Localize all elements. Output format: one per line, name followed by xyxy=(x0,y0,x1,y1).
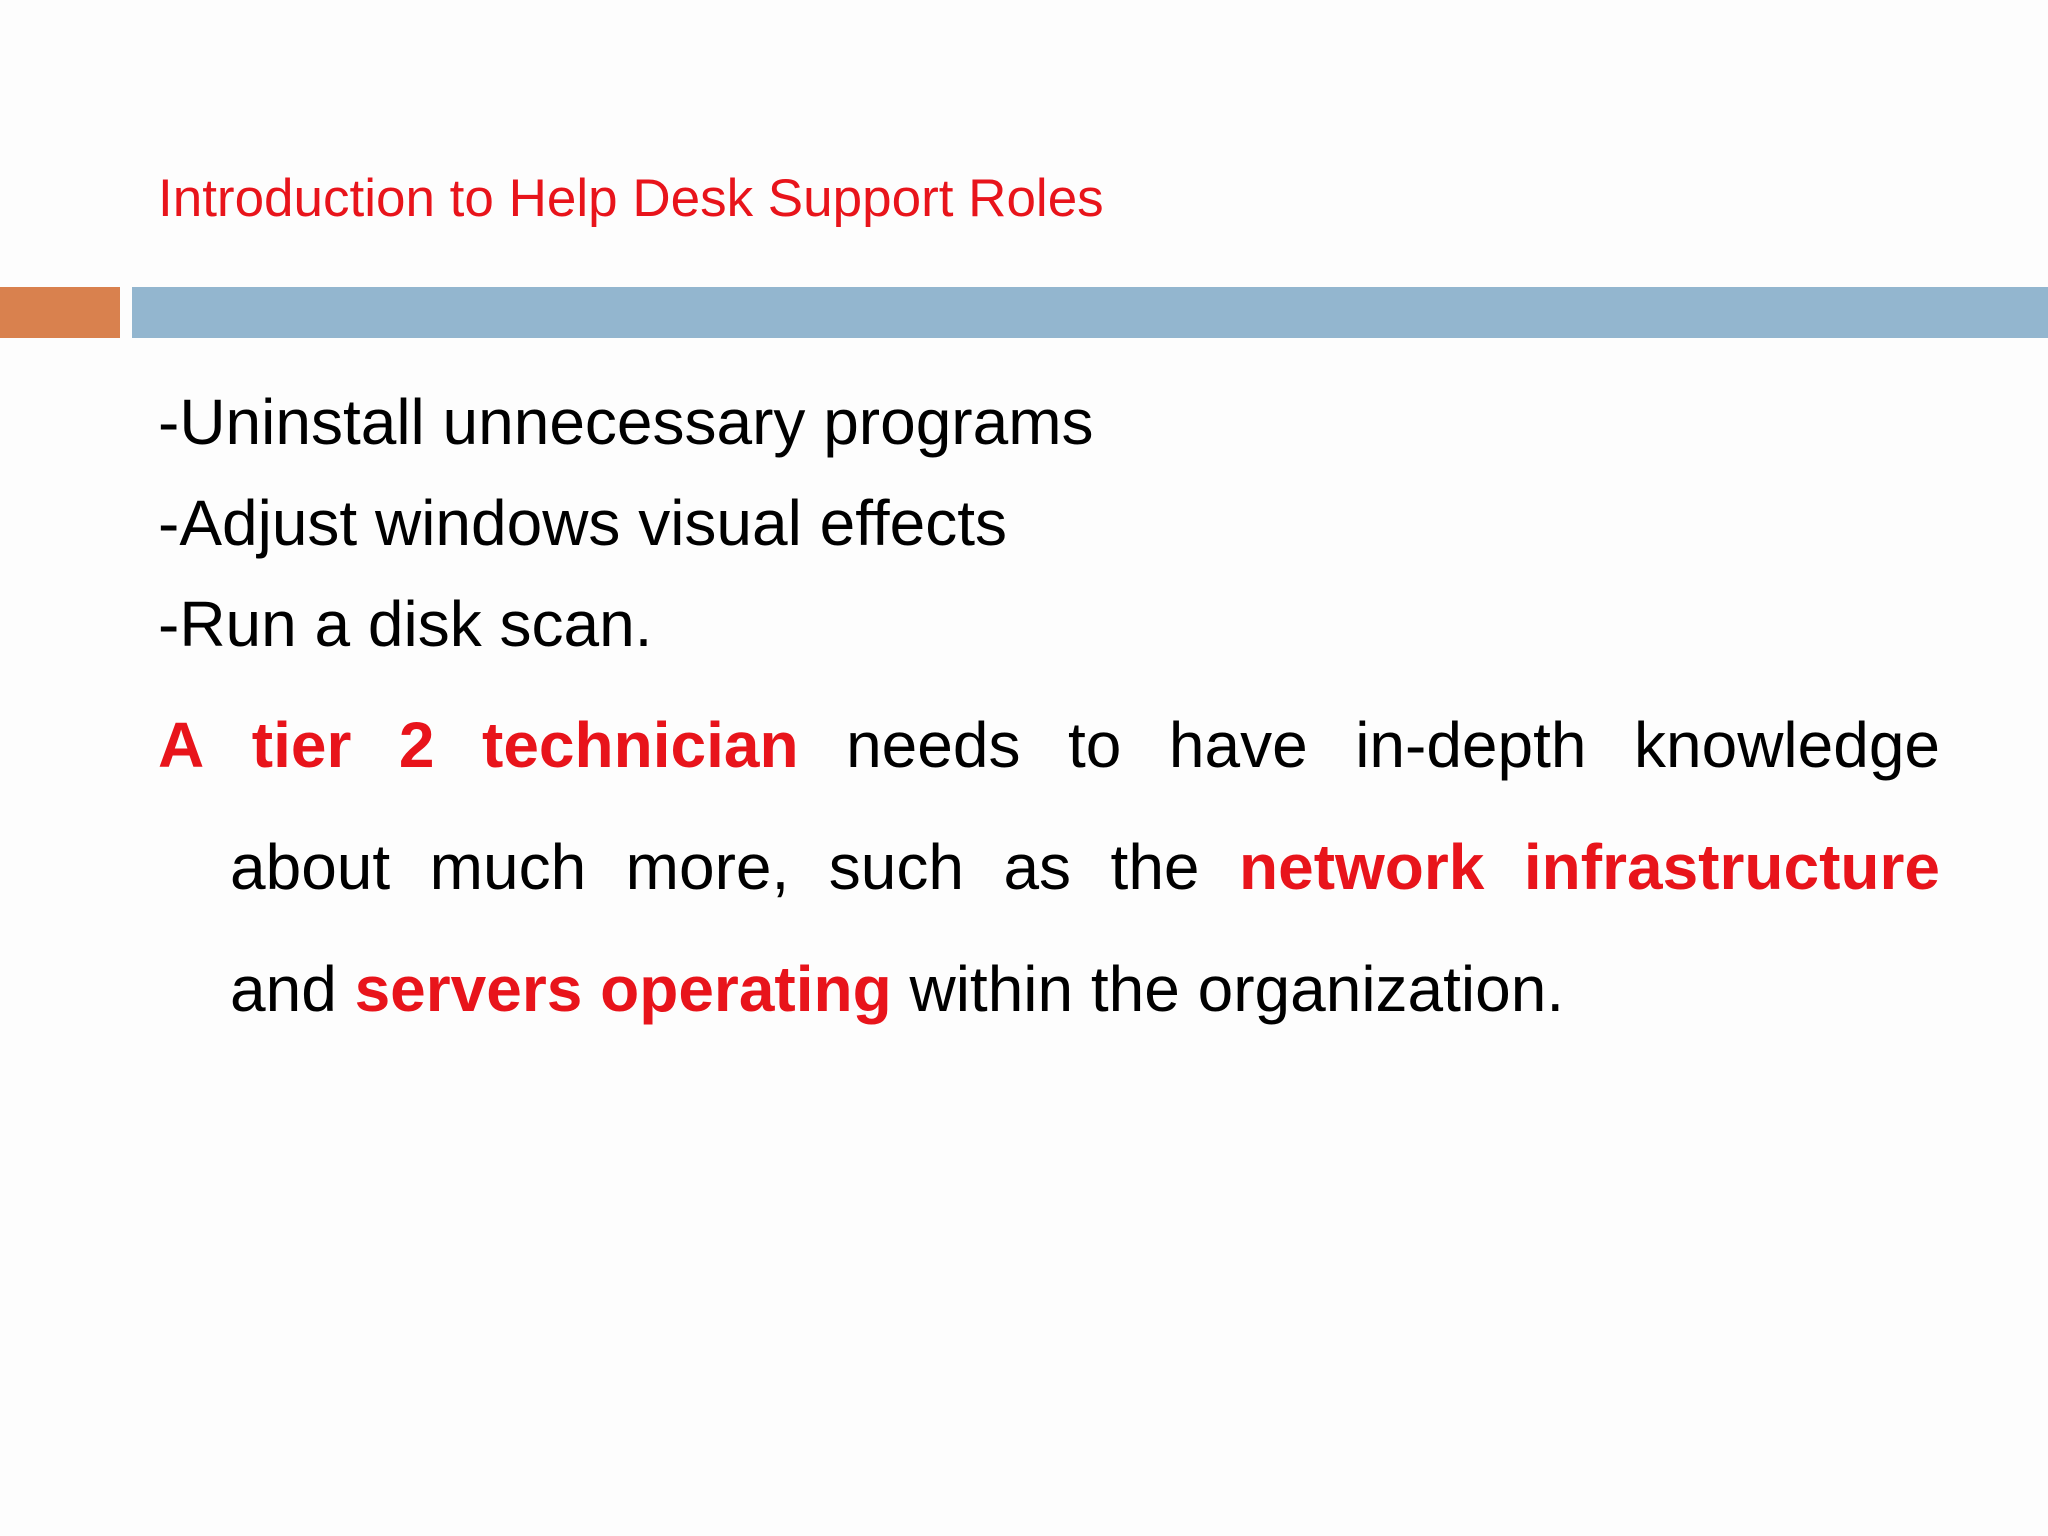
highlight-word: A xyxy=(158,709,205,781)
bullet-item: -Uninstall unnecessary programs xyxy=(158,386,1094,458)
paragraph-text: within the organization. xyxy=(891,953,1565,1025)
highlight-word: network xyxy=(1239,831,1485,903)
paragraph-word: the xyxy=(1110,831,1200,903)
highlight-phrase: servers operating xyxy=(354,953,892,1025)
paragraph-word: such xyxy=(828,831,964,903)
paragraph-word: needs xyxy=(846,709,1021,781)
paragraph-word: to xyxy=(1067,709,1122,781)
accent-bar-blue xyxy=(132,287,2048,338)
paragraph-word: knowledge xyxy=(1634,709,1940,781)
paragraph-line-1 xyxy=(158,694,1940,816)
paragraph-word: in-depth xyxy=(1355,709,1587,781)
tier2-paragraph xyxy=(158,694,1940,1060)
bullet-item: -Adjust windows visual effects xyxy=(158,487,1007,559)
bullet-list xyxy=(158,372,1094,675)
paragraph-word: as xyxy=(1003,831,1072,903)
paragraph-word: more, xyxy=(625,831,790,903)
paragraph-line-3 xyxy=(158,938,1940,1060)
paragraph-text: and xyxy=(230,953,355,1025)
highlight-word: tier xyxy=(251,709,352,781)
slide-title: Introduction to Help Desk Support Roles xyxy=(158,169,1104,228)
highlight-word: technician xyxy=(482,709,799,781)
paragraph-word: about xyxy=(230,831,391,903)
highlight-word: infrastructure xyxy=(1523,831,1940,903)
paragraph-word: much xyxy=(429,831,587,903)
bullet-item: -Run a disk scan. xyxy=(158,588,653,660)
highlight-word: 2 xyxy=(398,709,435,781)
accent-bar-orange xyxy=(0,287,120,338)
paragraph-line-2 xyxy=(158,816,1940,938)
paragraph-word: have xyxy=(1168,709,1308,781)
